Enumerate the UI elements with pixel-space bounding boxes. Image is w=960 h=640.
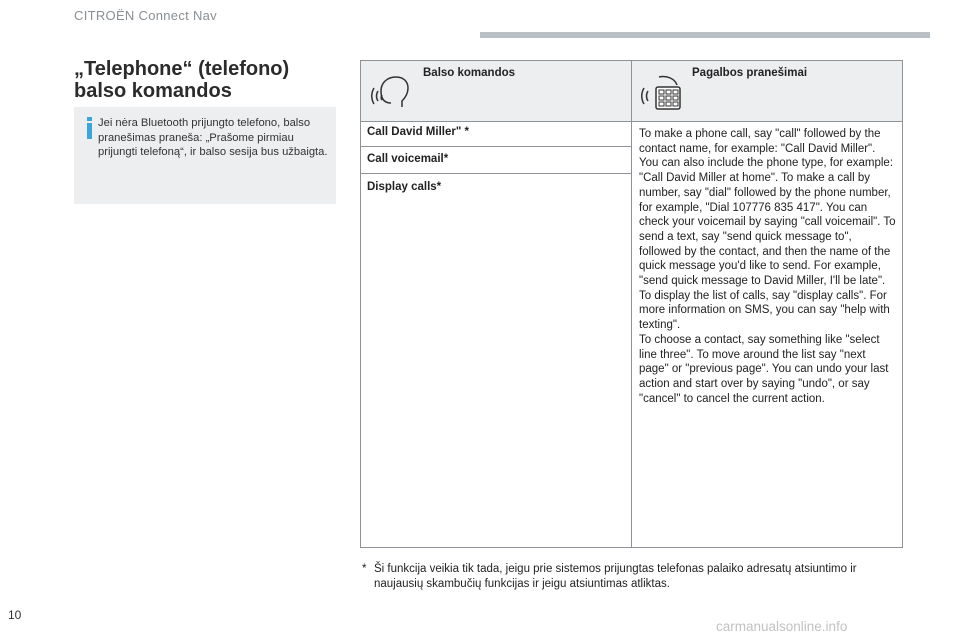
footnote-text: Ši funkcija veikia tik tada, jeigu prie sistemos prijungtas telefonas palaiko adresatų atsiuntimo ir naujausių skambučių funkcijas ir jeigu atsiuntimas atliktas. [374,563,857,590]
section-title-line2: balso komandos [74,80,232,102]
command-call-contact: Call David Miller" * [367,126,469,138]
watermark: carmanualsonline.info [716,619,848,634]
voice-command-icon [369,73,409,109]
document-header: CITROËN Connect Nav [74,8,217,23]
column-divider [631,61,632,547]
row-divider [361,146,631,147]
page-number: 10 [8,608,22,622]
section-title [74,58,344,102]
voice-help-messages-icon [639,73,685,111]
header-help-messages: Pagalbos pranešimai [692,67,808,79]
footnote [362,562,902,592]
voice-commands-table [360,60,903,548]
help-text-paragraph-2: To choose a contact, say something like "select line three". To move around the list say "next page" or "previous page". You can undo your last action and start over by saying "undo", or say "cancel" to cancel the current action. [639,333,889,405]
footnote-mark: * [362,563,367,575]
row-divider [361,173,631,174]
help-messages-cell [639,127,897,406]
command-call-voicemail: Call voicemail* [367,153,449,165]
command-display-calls: Display calls* [367,181,442,193]
header-voice-commands: Balso komandos [423,67,516,79]
info-icon [85,117,95,139]
header-bar [480,32,930,38]
help-text-paragraph: To make a phone call, say "call" followed by the contact name, for example: "Call David Miller". You can also include the phone type, for example: "Call David Miller at home". To make a call by number, say "dial" followed by the phone number, for example, "Dial 107776 835 417". You can check your voicemail by saying "call voicemail". To send a text, say "send quick message to", followed by the contact, and then the name of the quick message you'd like to send. For example, "send quick message to David Miller, I'll be late". To display the list of calls, say "display calls". For more information on SMS, you can say "help with texting". [639,128,896,332]
info-note-text: Jei nėra Bluetooth prijungto telefono, balso pranešimas praneša: „Prašome pirmiau prijungti telefoną“, ir balso sesija bus užbaigta. [98,117,328,158]
info-note [74,107,336,204]
section-title-line1: „Telephone“ (telefono) [74,58,290,80]
